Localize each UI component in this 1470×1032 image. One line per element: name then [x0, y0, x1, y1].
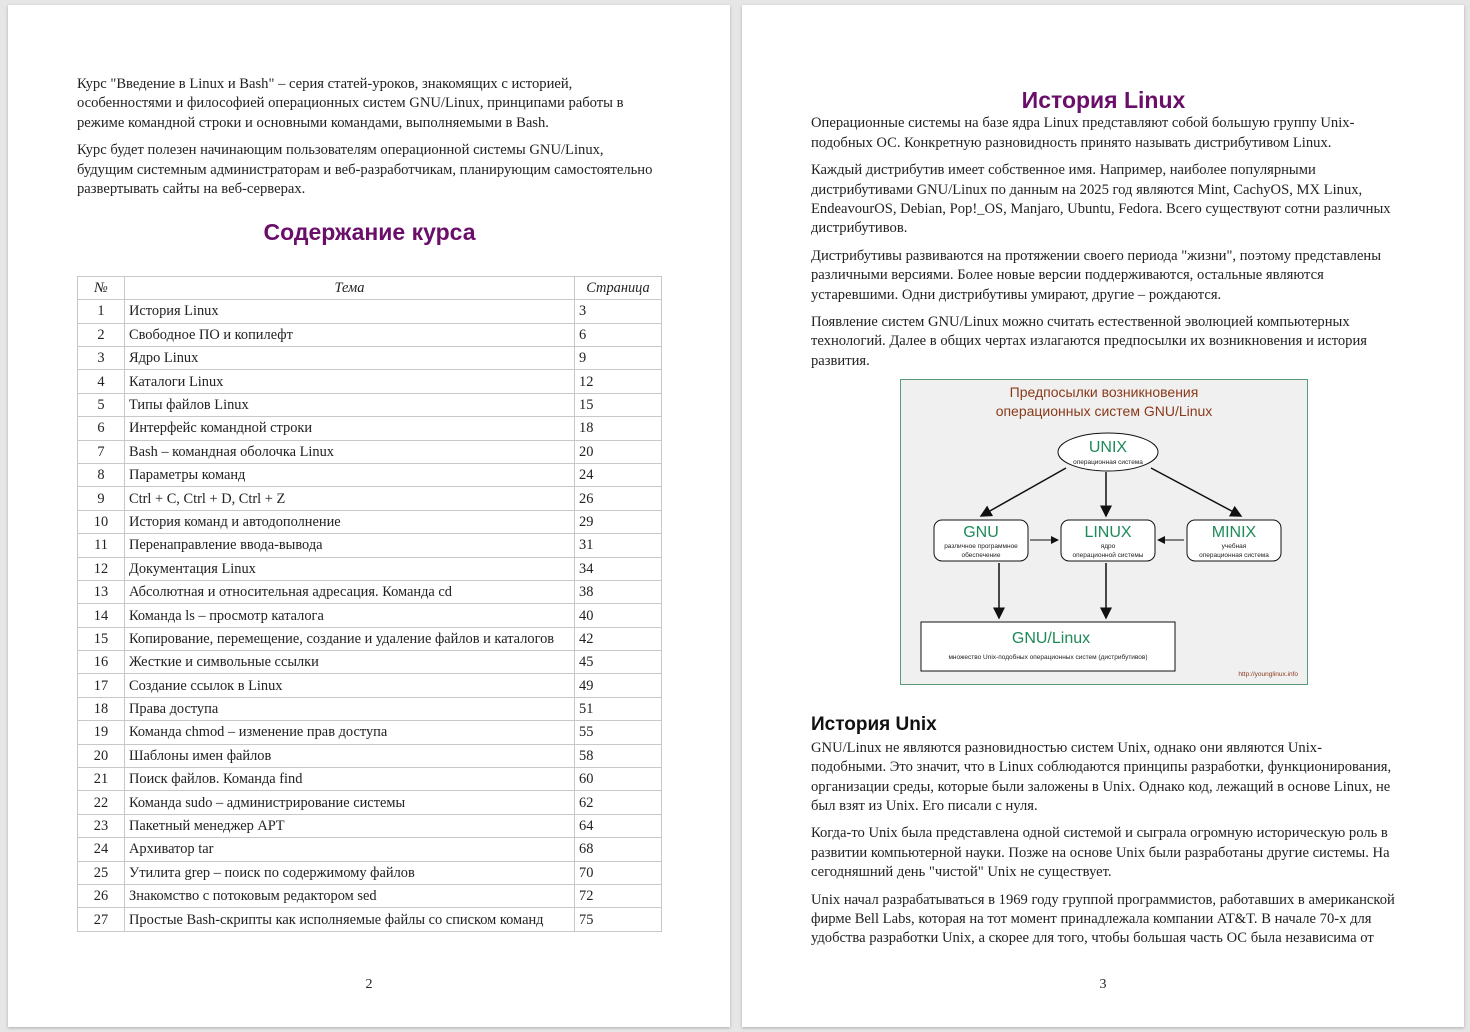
- toc-row: [78, 908, 662, 931]
- intro-paragraph-2: Курс будет полезен начинающим пользователям операционной системы GNU/Linux, будущим системным администраторам и веб-разработчикам, планирующим самостоятельно развертывать сайты на веб-серверах.: [77, 142, 653, 198]
- page-3-content: [811, 87, 1396, 957]
- toc-row: [78, 651, 662, 674]
- toc-page: 51: [575, 697, 662, 720]
- toc-row: [78, 510, 662, 533]
- paragraph: Дистрибутивы развиваются на протяжении своего периода "жизни", поэтому представлены различными версиями. Более новые версии поддерживаются, остальные являются устаревшими. Одни дистрибутивы умирают, другие – рождаются.: [811, 247, 1382, 303]
- toc-num: 8: [78, 463, 125, 486]
- gnu-linux-diagram: [900, 379, 1308, 685]
- toc-num: 25: [78, 861, 125, 884]
- toc-topic: Жесткие и символьные ссылки: [125, 651, 575, 674]
- toc-topic: Интерфейс командной строки: [125, 417, 575, 440]
- toc-topic: Абсолютная и относительная адресация. Команда cd: [125, 580, 575, 603]
- toc-page: 3: [575, 300, 662, 323]
- paragraph: GNU/Linux не являются разновидностью систем Unix, однако они являются Unix-подобными. Это значит, что в Linux соблюдаются принципы разработки, функционирования, организации среды, которые были заложены в Unix. Однако код, лежащий в основе Linux, не был взят из Unix. Его писали с нуля.: [811, 739, 1392, 814]
- toc-topic: Архиватор tar: [125, 838, 575, 861]
- toc-page: 60: [575, 768, 662, 791]
- toc-row: [78, 323, 662, 346]
- toc-num: 2: [78, 323, 125, 346]
- toc-row: [78, 674, 662, 697]
- toc-row: [78, 580, 662, 603]
- toc-row: [78, 347, 662, 370]
- toc-page: 49: [575, 674, 662, 697]
- diagram-credit: http://younglinux.info: [1238, 671, 1298, 679]
- unix-desc: операционная система: [1073, 459, 1143, 467]
- toc-page: 58: [575, 744, 662, 767]
- toc-row: [78, 838, 662, 861]
- toc-page: 45: [575, 651, 662, 674]
- linux-desc: операционной системы: [1072, 552, 1144, 560]
- toc-num: 11: [78, 534, 125, 557]
- toc-row: [78, 627, 662, 650]
- toc-topic: Знакомство с потоковым редактором sed: [125, 885, 575, 908]
- paragraph: Каждый дистрибутив имеет собственное имя. Например, наиболее популярными дистрибутивами GNU/Linux по данным на 2025 год являются Mint, CachyOS, MX Linux, EndeavourOS, Debian, Pop!_OS, Manjaro, Ubuntu, Fedora. Всего существуют сотни различных дистрибутивов.: [811, 162, 1391, 237]
- toc-topic: Ядро Linux: [125, 347, 575, 370]
- toc-num: 7: [78, 440, 125, 463]
- toc-num: 23: [78, 814, 125, 837]
- toc-row: [78, 463, 662, 486]
- toc-row: [78, 814, 662, 837]
- toc-num: 6: [78, 417, 125, 440]
- toc-page: 34: [575, 557, 662, 580]
- diagram-title-1: Предпосылки возникновения: [1009, 384, 1199, 401]
- page-2-content: [77, 75, 662, 932]
- toc-page: 24: [575, 463, 662, 486]
- toc-page: 72: [575, 885, 662, 908]
- toc-topic: Свободное ПО и копилефт: [125, 323, 575, 346]
- toc-num: 24: [78, 838, 125, 861]
- toc-row: [78, 744, 662, 767]
- linux-desc: ядро: [1100, 543, 1116, 551]
- toc-page: 75: [575, 908, 662, 931]
- toc-num: 5: [78, 393, 125, 416]
- toc-topic: Документация Linux: [125, 557, 575, 580]
- toc-num: 22: [78, 791, 125, 814]
- toc-page: 9: [575, 347, 662, 370]
- linux-label: LINUX: [1084, 524, 1132, 542]
- toc-page: 42: [575, 627, 662, 650]
- toc-header-topic: Тема: [125, 276, 575, 299]
- toc-row: [78, 487, 662, 510]
- paragraph: Когда-то Unix была представлена одной системой и сыграла огромную историческую роль в развитии компьютерной науки. Позже на основе Unix были разработаны другие системы. На сегодняшний день "чистой" Unix не существует.: [811, 825, 1390, 881]
- toc-row: [78, 417, 662, 440]
- toc-topic: Команда chmod – изменение прав доступа: [125, 721, 575, 744]
- toc-page: 15: [575, 393, 662, 416]
- gnulinux-desc: множество Unix-подобных операционных систем (дистрибутивов): [948, 654, 1148, 662]
- toc-row: [78, 721, 662, 744]
- toc-topic: Создание ссылок в Linux: [125, 674, 575, 697]
- toc-num: 13: [78, 580, 125, 603]
- toc-num: 16: [78, 651, 125, 674]
- paragraph: Операционные системы на базе ядра Linux представляют собой большую группу Unix-подобных ОС. Конкретную разновидность принято называть дистрибутивом Linux.: [811, 115, 1355, 151]
- toc-topic: Пакетный менеджер APT: [125, 814, 575, 837]
- toc-row: [78, 604, 662, 627]
- toc-topic: Утилита grep – поиск по содержимому файлов: [125, 861, 575, 884]
- toc-page: 38: [575, 580, 662, 603]
- arrow: [981, 468, 1066, 516]
- toc-num: 21: [78, 768, 125, 791]
- toc-row: [78, 885, 662, 908]
- toc-page: 20: [575, 440, 662, 463]
- toc-topic: Команда ls – просмотр каталога: [125, 604, 575, 627]
- toc-num: 10: [78, 510, 125, 533]
- minix-desc: операционная система: [1199, 552, 1269, 560]
- toc-title: Содержание курса: [263, 219, 476, 246]
- toc-topic: Команда sudo – администрирование системы: [125, 791, 575, 814]
- arrow: [1151, 468, 1241, 516]
- toc-row: [78, 300, 662, 323]
- toc-topic: Копирование, перемещение, создание и удаление файлов и каталогов: [125, 627, 575, 650]
- toc-topic: Ctrl + C, Ctrl + D, Ctrl + Z: [125, 487, 575, 510]
- gnulinux-label: GNU/Linux: [1011, 630, 1091, 648]
- toc-row: [78, 440, 662, 463]
- toc-row: [78, 557, 662, 580]
- toc-page: 6: [575, 323, 662, 346]
- toc-header-page: Страница: [575, 276, 662, 299]
- toc-num: 18: [78, 697, 125, 720]
- toc-topic: История команд и автодополнение: [125, 510, 575, 533]
- toc-num: 27: [78, 908, 125, 931]
- toc-topic: Параметры команд: [125, 463, 575, 486]
- toc-page: 68: [575, 838, 662, 861]
- toc-row: [78, 861, 662, 884]
- toc-page: 26: [575, 487, 662, 510]
- subsection-title: История Unix: [811, 714, 937, 736]
- toc-table: [77, 276, 662, 932]
- page-2: [8, 5, 730, 1027]
- toc-num: 26: [78, 885, 125, 908]
- page-number: 3: [1099, 977, 1107, 992]
- toc-num: 17: [78, 674, 125, 697]
- gnu-label: GNU: [963, 524, 999, 542]
- toc-page: 29: [575, 510, 662, 533]
- minix-label: MINIX: [1211, 524, 1257, 542]
- unix-label: UNIX: [1088, 439, 1128, 457]
- toc-page: 70: [575, 861, 662, 884]
- toc-page: 31: [575, 534, 662, 557]
- toc-topic: Права доступа: [125, 697, 575, 720]
- toc-topic: Перенаправление ввода-вывода: [125, 534, 575, 557]
- toc-row: [78, 791, 662, 814]
- toc-page: 40: [575, 604, 662, 627]
- toc-row: [78, 768, 662, 791]
- toc-topic: Поиск файлов. Команда find: [125, 768, 575, 791]
- toc-num: 3: [78, 347, 125, 370]
- toc-num: 12: [78, 557, 125, 580]
- page-number: 2: [365, 977, 373, 992]
- toc-page: 12: [575, 370, 662, 393]
- toc-num: 9: [78, 487, 125, 510]
- toc-topic: Каталоги Linux: [125, 370, 575, 393]
- toc-num: 4: [78, 370, 125, 393]
- toc-topic: Bash – командная оболочка Linux: [125, 440, 575, 463]
- paragraph: Unix начал разрабатываться в 1969 году группой программистов, работавших в американской фирме Bell Labs, которая на тот момент принадлежала компании AT&T. В начале 70-х для удобства разработки Unix, а скорее для того, чтобы большая часть ОС была независима от: [811, 891, 1395, 947]
- paragraph: Появление систем GNU/Linux можно считать естественной эволюцией компьютерных технологий. Далее в общих чертах излагаются предпосылки их возникновения и история развития.: [811, 314, 1367, 369]
- toc-num: 14: [78, 604, 125, 627]
- gnu-desc: обеспечение: [961, 552, 1001, 560]
- toc-row: [78, 697, 662, 720]
- toc-row: [78, 534, 662, 557]
- minix-desc: учебная: [1221, 543, 1247, 551]
- toc-topic: Шаблоны имен файлов: [125, 744, 575, 767]
- toc-num: 20: [78, 744, 125, 767]
- toc-row: [78, 393, 662, 416]
- toc-header-num: №: [78, 276, 125, 299]
- toc-num: 15: [78, 627, 125, 650]
- diagram-title-2: операционных систем GNU/Linux: [995, 403, 1213, 420]
- toc-page: 62: [575, 791, 662, 814]
- intro-paragraph-1: Курс "Введение в Linux и Bash" – серия статей-уроков, знакомящих с историей, особенностями и философией операционных систем GNU/Linux, принципами работы в режиме командной строки и основными командами, выполняемыми в Bash.: [77, 76, 624, 131]
- gnu-desc: различное программное: [944, 543, 1018, 551]
- toc-row: [78, 370, 662, 393]
- toc-topic: История Linux: [125, 300, 575, 323]
- toc-page: 55: [575, 721, 662, 744]
- toc-topic: Простые Bash-скрипты как исполняемые файлы со списком команд: [125, 908, 575, 931]
- toc-num: 1: [78, 300, 125, 323]
- page-3: [742, 5, 1464, 1027]
- toc-page: 18: [575, 417, 662, 440]
- toc-topic: Типы файлов Linux: [125, 393, 575, 416]
- section-title: История Linux: [1021, 87, 1186, 113]
- toc-page: 64: [575, 814, 662, 837]
- toc-num: 19: [78, 721, 125, 744]
